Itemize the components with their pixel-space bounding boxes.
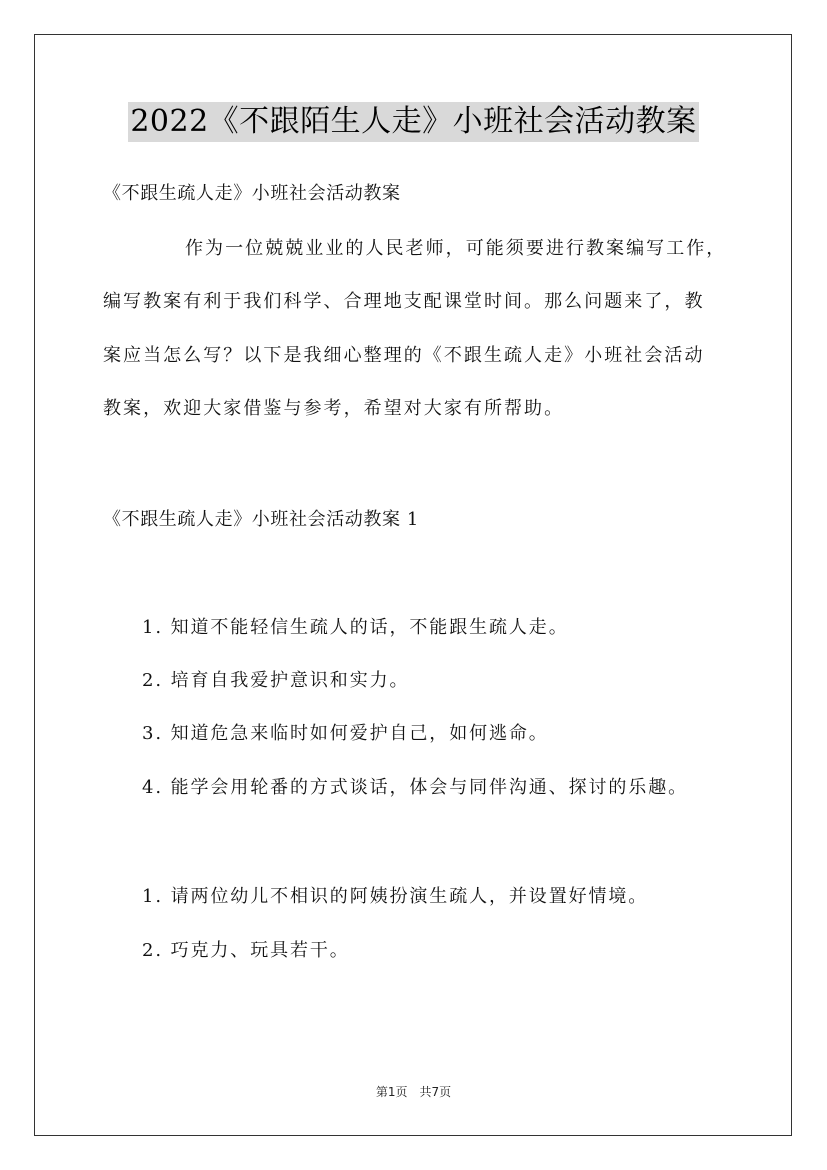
material-item-2: 2. 巧克力、玩具若干。 xyxy=(142,940,350,961)
intro-line-2: 编写教案有利于我们科学、合理地支配课堂时间。那么问题来了，教 xyxy=(103,291,705,312)
material-item-1: 1. 请两位幼儿不相识的阿姨扮演生疏人，并设置好情境。 xyxy=(142,886,649,907)
goal-item-1: 1. 知道不能轻信生疏人的话，不能跟生疏人走。 xyxy=(142,617,569,638)
document-subtitle: 《不跟生疏人走》小班社会活动教案 xyxy=(103,183,401,204)
goal-item-3: 3. 知道危急来临时如何爱护自己，如何逃命。 xyxy=(142,723,549,744)
page-total: 共7页 xyxy=(419,1085,452,1099)
goal-item-2: 2. 培育自我爱护意识和实力。 xyxy=(142,670,410,691)
page-current: 第1页 xyxy=(375,1085,408,1099)
goal-item-4: 4. 能学会用轮番的方式谈话，体会与同伴沟通、探讨的乐趣。 xyxy=(142,777,688,798)
page-footer xyxy=(0,1084,827,1100)
intro-line-4: 教案，欢迎大家借鉴与参考，希望对大家有所帮助。 xyxy=(103,398,565,419)
document-title: 2022《不跟陌生人走》小班社会活动教案 xyxy=(128,102,698,142)
title-container xyxy=(0,102,827,142)
intro-line-1: 作为一位兢兢业业的人民老师，可能须要进行教案编写工作， xyxy=(185,238,727,259)
intro-line-3: 案应当怎么写？以下是我细心整理的《不跟生疏人走》小班社会活动 xyxy=(103,345,705,366)
section-heading: 《不跟生疏人走》小班社会活动教案 1 xyxy=(103,509,419,530)
